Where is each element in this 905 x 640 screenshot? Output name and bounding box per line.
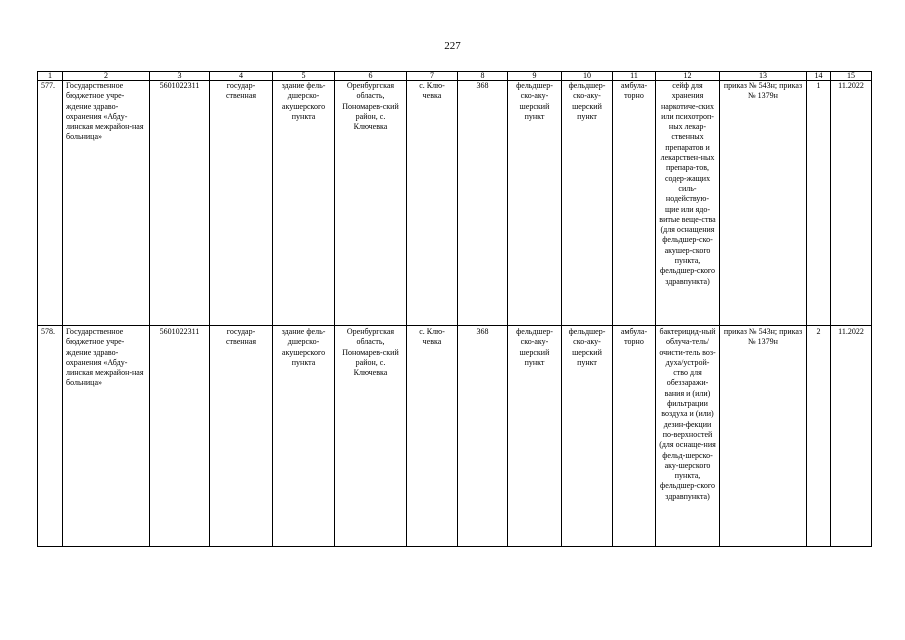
address: Оренбургская область, Пономарев-ский район, с. Ключевка [335, 326, 407, 547]
unit: фельдшер-ско-аку-шерский пункт [508, 326, 562, 547]
column-header: 14 [807, 72, 831, 81]
unit-type: фельдшер-ско-аку-шерский пункт [562, 326, 613, 547]
inn: 5601022311 [150, 326, 210, 547]
date: 11.2022 [831, 81, 872, 326]
orders: приказ № 543н; приказ № 1379н [720, 326, 807, 547]
column-number-row [38, 72, 872, 81]
orders: приказ № 543н; приказ № 1379н [720, 81, 807, 326]
row-number: 578. [38, 326, 63, 547]
column-header: 12 [656, 72, 720, 81]
equipment-table [37, 71, 872, 547]
column-header: 10 [562, 72, 613, 81]
code: 368 [458, 326, 508, 547]
locality: с. Клю-чевка [407, 326, 458, 547]
inn: 5601022311 [150, 81, 210, 326]
column-header: 4 [210, 72, 273, 81]
column-header: 6 [335, 72, 407, 81]
equipment: сейф для хранения наркотиче-ских или психотроп-ных лекар-ственных препаратов и лекарствен-ных препара-тов, содер-жащих силь-нодействую-щие или ядо-витые веще-ства (для оснащения фельдшер-ско-акушер-ского пункта, фельдшер-ского здравпункта) [656, 81, 720, 326]
column-header: 2 [63, 72, 150, 81]
equipment: бактерицид-ный облуча-тель/очисти-тель воз-духа/устрой-ство для обеззаражи-вания и (или) фильтрации воздуха и (или) дезин-фекции по-верхностей (для оснаще-ния фельд-шерско-аку-шерского пункта, фельдшер-ского здравпункта) [656, 326, 720, 547]
unit-type: фельдшер-ско-аку-шерский пункт [562, 81, 613, 326]
column-header: 13 [720, 72, 807, 81]
column-header: 11 [613, 72, 656, 81]
quantity: 2 [807, 326, 831, 547]
date: 11.2022 [831, 326, 872, 547]
unit: фельдшер-ско-аку-шерский пункт [508, 81, 562, 326]
column-header: 15 [831, 72, 872, 81]
column-header: 3 [150, 72, 210, 81]
ownership-form: государ-ственная [210, 81, 273, 326]
table-row [38, 326, 872, 547]
care-conditions: амбула-торно [613, 81, 656, 326]
page-number: 227 [444, 40, 461, 52]
organization-name: Государственное бюджетное учре-ждение здраво-охранения «Абду-линская межрайон-ная больница» [63, 81, 150, 326]
code: 368 [458, 81, 508, 326]
table-row [38, 81, 872, 326]
column-header: 9 [508, 72, 562, 81]
column-header: 5 [273, 72, 335, 81]
ownership-form: государ-ственная [210, 326, 273, 547]
care-conditions: амбула-торно [613, 326, 656, 547]
organization-name: Государственное бюджетное учре-ждение здраво-охранения «Абду-линская межрайон-ная больница» [63, 326, 150, 547]
column-header: 7 [407, 72, 458, 81]
column-header: 1 [38, 72, 63, 81]
building: здание фель-дшерско-акушерского пункта [273, 326, 335, 547]
row-number: 577. [38, 81, 63, 326]
column-header: 8 [458, 72, 508, 81]
quantity: 1 [807, 81, 831, 326]
building: здание фель-дшерско-акушерского пункта [273, 81, 335, 326]
address: Оренбургская область, Пономарев-ский район, с. Ключевка [335, 81, 407, 326]
locality: с. Клю-чевка [407, 81, 458, 326]
